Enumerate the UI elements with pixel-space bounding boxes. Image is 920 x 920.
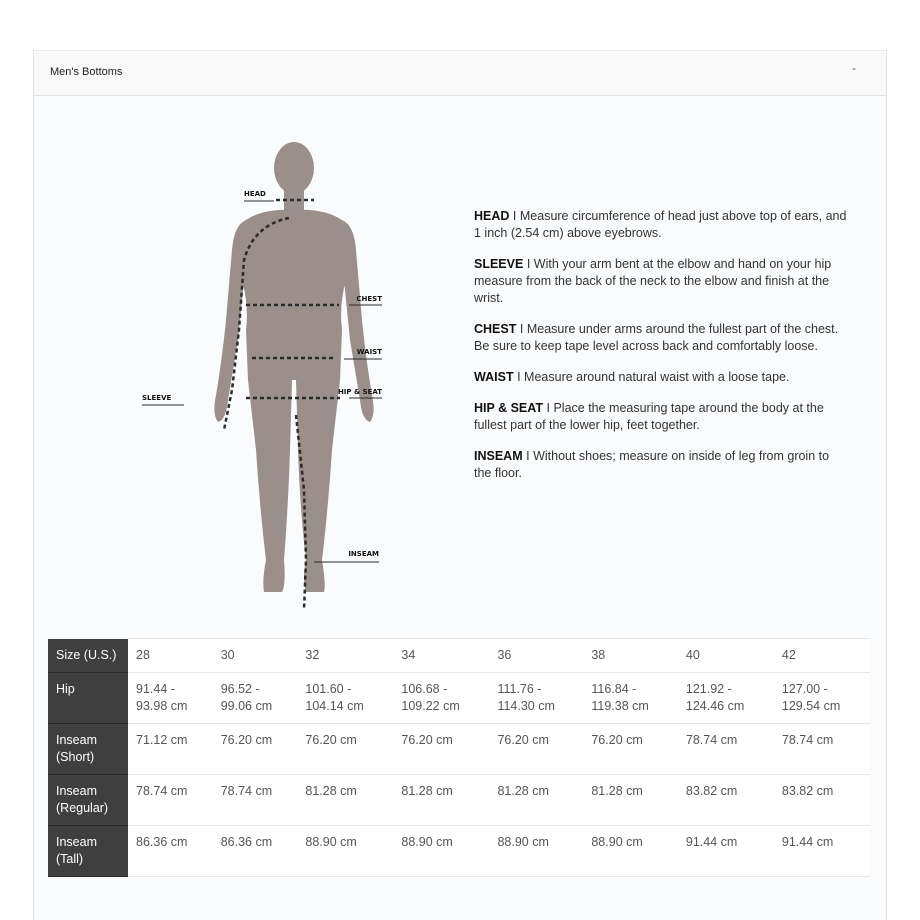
table-cell: 116.84 - 119.38 cm xyxy=(583,673,678,724)
table-cell: 81.28 cm xyxy=(583,775,678,826)
table-cell: 78.74 cm xyxy=(678,724,774,775)
table-cell: 81.28 cm xyxy=(297,775,393,826)
table-cell: 76.20 cm xyxy=(213,724,298,775)
table-cell: 88.90 cm xyxy=(297,826,393,877)
guide-head: HEAD I Measure circumference of head just above top of ears, and 1 inch (2.54 cm) above eyebrows. xyxy=(474,209,847,240)
table-cell: 76.20 cm xyxy=(583,724,678,775)
table-row xyxy=(48,639,870,673)
table-cell: 78.74 cm xyxy=(213,775,298,826)
table-row xyxy=(48,826,870,877)
panel-title: Men's Bottoms xyxy=(50,66,123,78)
table-cell: 127.00 - 129.54 cm xyxy=(774,673,870,724)
table-cell: 91.44 cm xyxy=(774,826,870,877)
table-cell: 78.74 cm xyxy=(774,724,870,775)
row-header: Inseam (Short) xyxy=(48,724,128,775)
table-cell: 76.20 cm xyxy=(393,724,489,775)
body-measurement-diagram xyxy=(134,130,394,610)
guide-hip-seat: HIP & SEAT I Place the measuring tape around the body at the fullest part of the lower hip, feet together. xyxy=(474,401,824,432)
table-row xyxy=(48,724,870,775)
table-cell: 111.76 - 114.30 cm xyxy=(489,673,583,724)
body-silhouette xyxy=(214,142,373,592)
table-cell: 96.52 - 99.06 cm xyxy=(213,673,298,724)
table-cell: 101.60 - 104.14 cm xyxy=(297,673,393,724)
collapse-toggle-icon[interactable]: - xyxy=(852,61,856,75)
size-table xyxy=(48,638,870,877)
table-cell: 83.82 cm xyxy=(678,775,774,826)
table-cell: 106.68 - 109.22 cm xyxy=(393,673,489,724)
table-cell: 86.36 cm xyxy=(128,826,213,877)
table-cell: 91.44 cm xyxy=(678,826,774,877)
guide-waist: WAIST I Measure around natural waist with a loose tape. xyxy=(474,370,790,384)
table-cell: 88.90 cm xyxy=(393,826,489,877)
guide-chest: CHEST I Measure under arms around the fullest part of the chest. Be sure to keep tape level across back and comfortably loose. xyxy=(474,322,839,353)
table-cell: 30 xyxy=(213,639,298,673)
chest-label: CHEST xyxy=(356,295,382,303)
hip-seat-label: HIP & SEAT xyxy=(337,388,382,396)
table-cell: 42 xyxy=(774,639,870,673)
table-cell: 38 xyxy=(583,639,678,673)
table-cell: 32 xyxy=(297,639,393,673)
table-row xyxy=(48,775,870,826)
table-cell: 81.28 cm xyxy=(489,775,583,826)
table-cell: 91.44 - 93.98 cm xyxy=(128,673,213,724)
table-cell: 40 xyxy=(678,639,774,673)
table-cell: 76.20 cm xyxy=(297,724,393,775)
guide-inseam: INSEAM I Without shoes; measure on inside of leg from groin to the floor. xyxy=(474,449,830,480)
table-cell: 71.12 cm xyxy=(128,724,213,775)
table-cell: 88.90 cm xyxy=(583,826,678,877)
table-cell: 36 xyxy=(489,639,583,673)
table-cell: 34 xyxy=(393,639,489,673)
table-cell: 81.28 cm xyxy=(393,775,489,826)
inseam-label: INSEAM xyxy=(348,550,379,558)
measurement-guide xyxy=(474,208,849,496)
table-cell: 83.82 cm xyxy=(774,775,870,826)
accordion-header[interactable] xyxy=(34,50,886,96)
table-cell: 76.20 cm xyxy=(489,724,583,775)
table-row xyxy=(48,673,870,724)
head-label: HEAD xyxy=(244,190,266,198)
guide-sleeve: SLEEVE I With your arm bent at the elbow and hand on your hip measure from the back of the neck to the elbow and finish at the wrist. xyxy=(474,257,832,305)
row-header: Hip xyxy=(48,673,128,724)
size-chart-panel xyxy=(33,50,887,920)
table-cell: 78.74 cm xyxy=(128,775,213,826)
waist-label: WAIST xyxy=(356,348,382,356)
row-header: Inseam (Regular) xyxy=(48,775,128,826)
row-header: Size (U.S.) xyxy=(48,639,128,673)
table-cell: 121.92 - 124.46 cm xyxy=(678,673,774,724)
table-cell: 28 xyxy=(128,639,213,673)
table-cell: 88.90 cm xyxy=(489,826,583,877)
table-cell: 86.36 cm xyxy=(213,826,298,877)
sleeve-label: SLEEVE xyxy=(142,394,172,402)
row-header: Inseam (Tall) xyxy=(48,826,128,877)
